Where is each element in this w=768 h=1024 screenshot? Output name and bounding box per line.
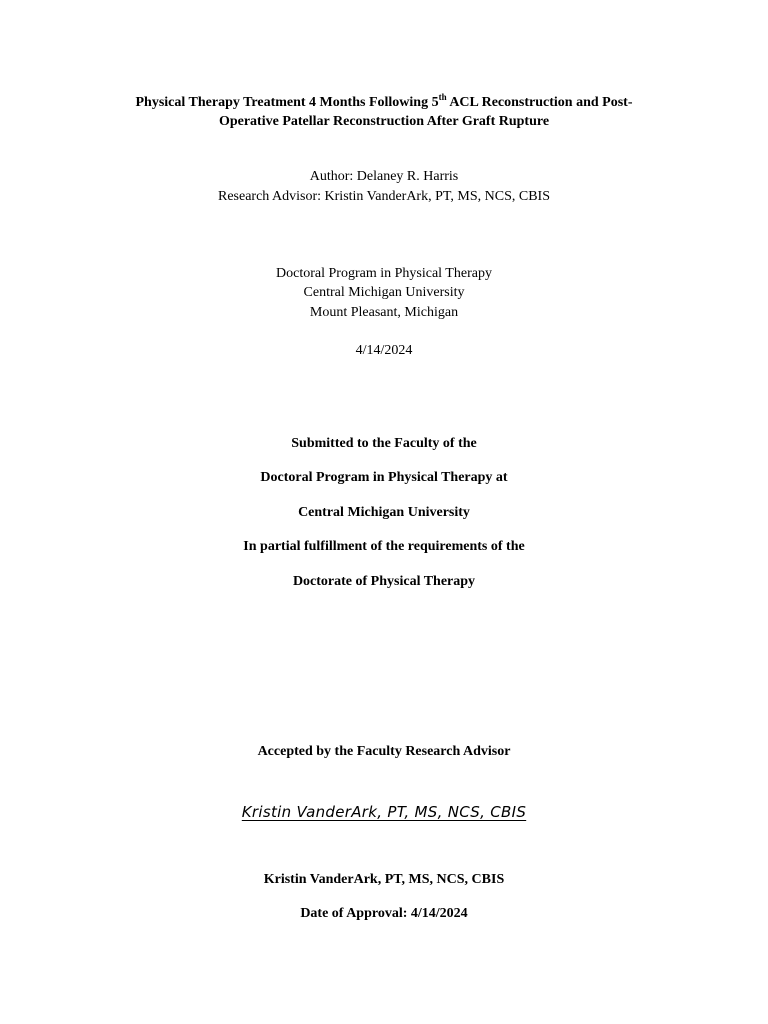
title-superscript: th (438, 92, 447, 102)
location: Mount Pleasant, Michigan (309, 305, 459, 320)
submission-line-1: Submitted to the Faculty of the (291, 436, 477, 451)
university-name: Central Michigan University (303, 285, 465, 300)
title-line-1-text: Physical Therapy Treatment 4 Months Following 5 (135, 95, 439, 110)
author: Author: Delaney R. Harris (309, 169, 459, 184)
approval-date: Date of Approval: 4/14/2024 (300, 906, 468, 921)
submission-line-3: Central Michigan University (298, 505, 470, 520)
advisor-name: Kristin VanderArk, PT, MS, NCS, CBIS (263, 872, 505, 887)
advisor-signature: Kristin VanderArk, PT, MS, NCS, CBIS (241, 803, 527, 821)
acceptance-heading: Accepted by the Faculty Research Advisor (257, 744, 511, 759)
title-line-1-rest: ACL Reconstruction and Post- (446, 95, 633, 110)
research-advisor: Research Advisor: Kristin VanderArk, PT, MS, NCS, CBIS (218, 189, 550, 204)
submission-line-4: In partial fulfillment of the requirements of the (243, 539, 525, 554)
submission-line-2: Doctoral Program in Physical Therapy at (260, 470, 508, 485)
submission-line-5: Doctorate of Physical Therapy (292, 574, 476, 589)
title-line-2: Operative Patellar Reconstruction After Graft Rupture (218, 114, 550, 129)
program-name: Doctoral Program in Physical Therapy (276, 266, 492, 281)
title-line-1 (0, 94, 768, 112)
document-date: 4/14/2024 (355, 343, 413, 358)
